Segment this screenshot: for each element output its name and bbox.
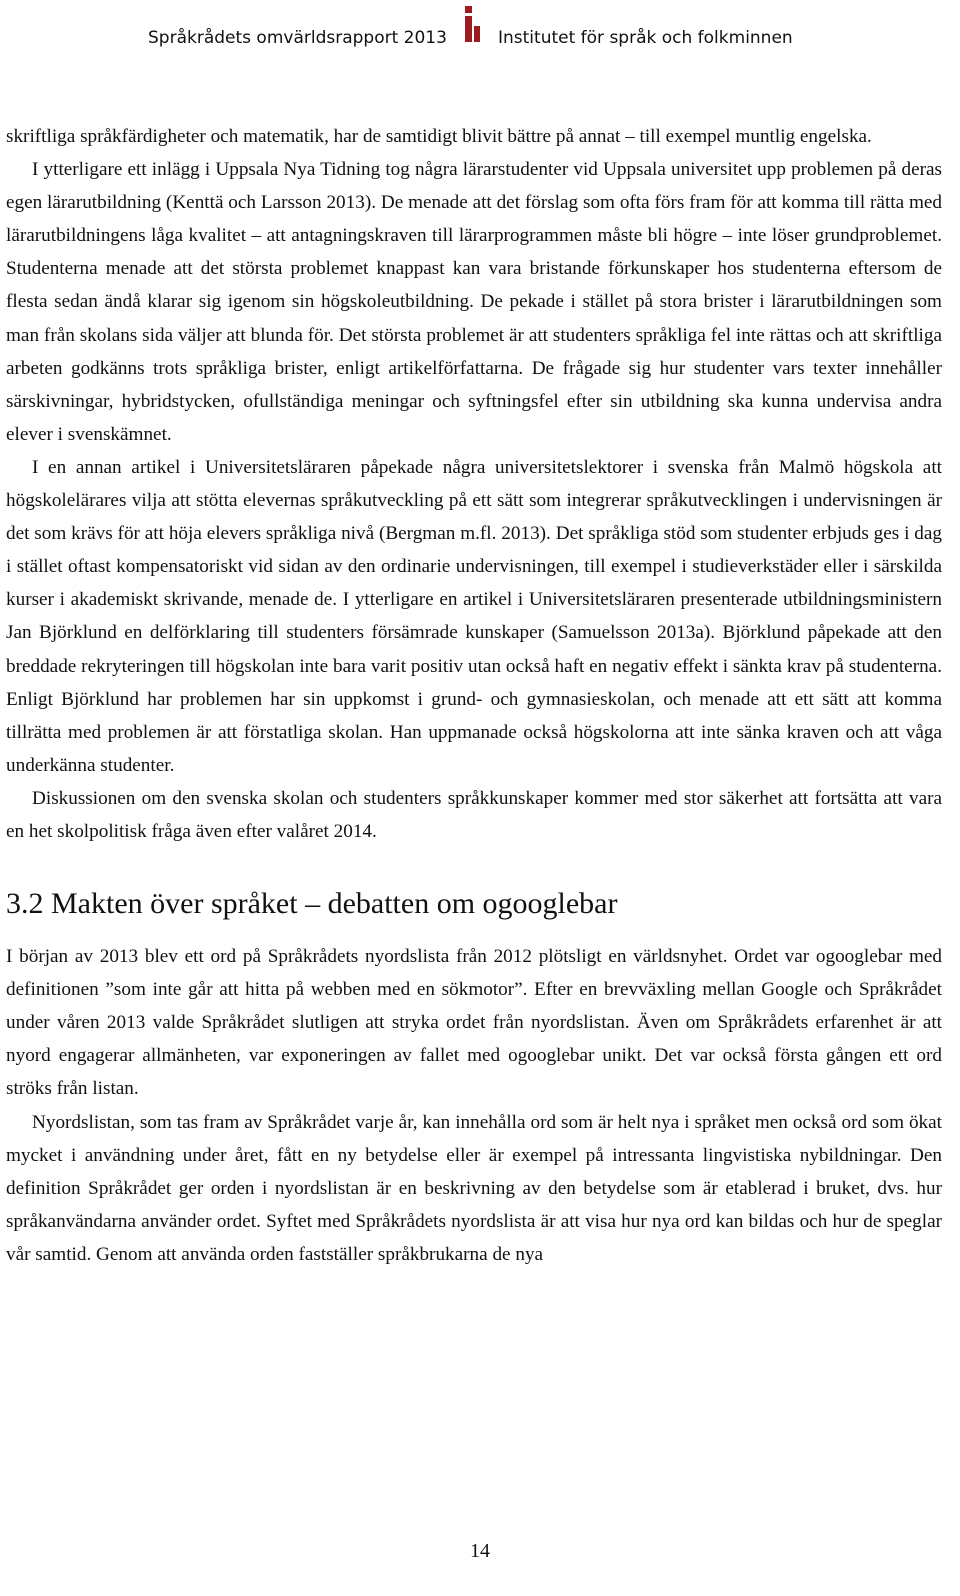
paragraph-6: Nyordslistan, som tas fram av Språkrådet varje år, kan innehålla ord som är helt nya i språket men också ord som ökat mycket i användning under året, fått en ny betydelse eller är exempel på intressanta lingvistiska nybildningar. Den definition Språkrådet ger orden i nyordslistan är en beskrivning av den betydelse som är etablerad i bruket, dvs. hur språkanvändarna använder ordet. Syftet med Språkrådets nyordslista är att visa hur nya ord kan bildas och hur de speglar vår samtid. Genom att använda orden fastställer språkbrukarna de nya (6, 1111, 942, 1265)
paragraph-1: skriftliga språkfärdigheter och matematik, har de samtidigt blivit bättre på annat – till exempel muntlig engelska. (6, 126, 872, 147)
section-heading: 3.2 Makten över språket – debatten om ogooglebar (6, 887, 618, 921)
page-header (0, 0, 960, 80)
paragraph-4: Diskussionen om den svenska skolan och studenters språkkunskaper kommer med stor säkerhet att fortsätta att vara en het skolpolitisk fråga även efter valåret 2014. (6, 787, 942, 842)
isof-logo-icon (463, 4, 483, 44)
paragraph-3: I en annan artikel i Universitetsläraren påpekade några universitetslektorer i svenska från Malmö högskola att högskolelärares vilja att stötta elevernas språkutveckling på ett sätt som integrerar språkutvecklingen i undervisningen är det som krävs för att höja elevers språkliga nivå (Bergman m.fl. 2013). Det språkliga stöd som studenter erbjuds ges i dag i stället oftast kompensatoriskt vid sidan av den ordinarie undervisningen, till exempel i studieverkstäder eller i särskilda kurser i akademiskt skrivande, menade de. I ytterligare en artikel i Universitetsläraren presenterade utbildningsministern Jan Björklund en delförklaring till studenters försämrade kunskaper (Samuelsson 2013a). Björklund påpekade att den breddade rekryteringen till högskolan inte bara varit positiv utan också haft en negativ effekt i sänkta krav på studenterna. Enligt Björklund har problemen har sin uppkomst i grund- och gymnasieskolan, och menade att ett sätt att komma tillrätta med problemen är att förstatliga skolan. Han uppmanade också högskolorna att inte sänka kraven och att våga underkänna studenter. (6, 456, 942, 776)
institute-name: Institutet för språk och folkminnen (498, 28, 793, 48)
paragraph-5: I början av 2013 blev ett ord på Språkrådets nyordslista från 2012 plötsligt en världsnyhet. Ordet var ogooglebar med definitionen ”som inte går att hitta på webben med en sökmotor”. Efter en brevväxling mellan Google och Språkrådet under våren 2013 valde Språkrådet slutligen att stryka ordet från nyordslistan. Även om Språkrådets erfarenhet är att nyord engagerar allmänheten, var exponeringen av fallet med ogooglebar unikt. Det var också första gången ett ord ströks från listan. (6, 946, 942, 1100)
page-number: 14 (470, 1540, 490, 1562)
paragraph-2: I ytterligare ett inlägg i Uppsala Nya Tidning tog några lärarstudenter vid Uppsala universitet upp problemen på deras egen lärarutbildning (Kenttä och Larsson 2013). De menade att det förslag som ofta förs fram för att komma till rätta med lärarutbildningens låga kvalitet – att antagningskraven till lärarprogrammen måste bli högre – inte löser grundproblemet. Studenterna menade att det största problemet knappast kan vara bristande förkunskaper hos studenterna eftersom de flesta sedan ändå klarar sig igenom sin högskoleutbildning. De pekade i stället på stora brister i lärarutbildningen som man från skolans sida väljer att blunda för. Det största problemet är att studenters språkliga fel inte rättas och att skriftliga arbeten godkänns trots språkliga brister, enligt artikelförfattarna. De frågade sig hur studenter vars texter innehåller särskivningar, hybridstycken, ofullständiga meningar och syftningsfel efter sin utbildning ska kunna undervisa andra elever i svenskämnet. (6, 159, 942, 445)
report-title: Språkrådets omvärldsrapport 2013 (148, 28, 447, 48)
page-body (6, 120, 942, 1271)
